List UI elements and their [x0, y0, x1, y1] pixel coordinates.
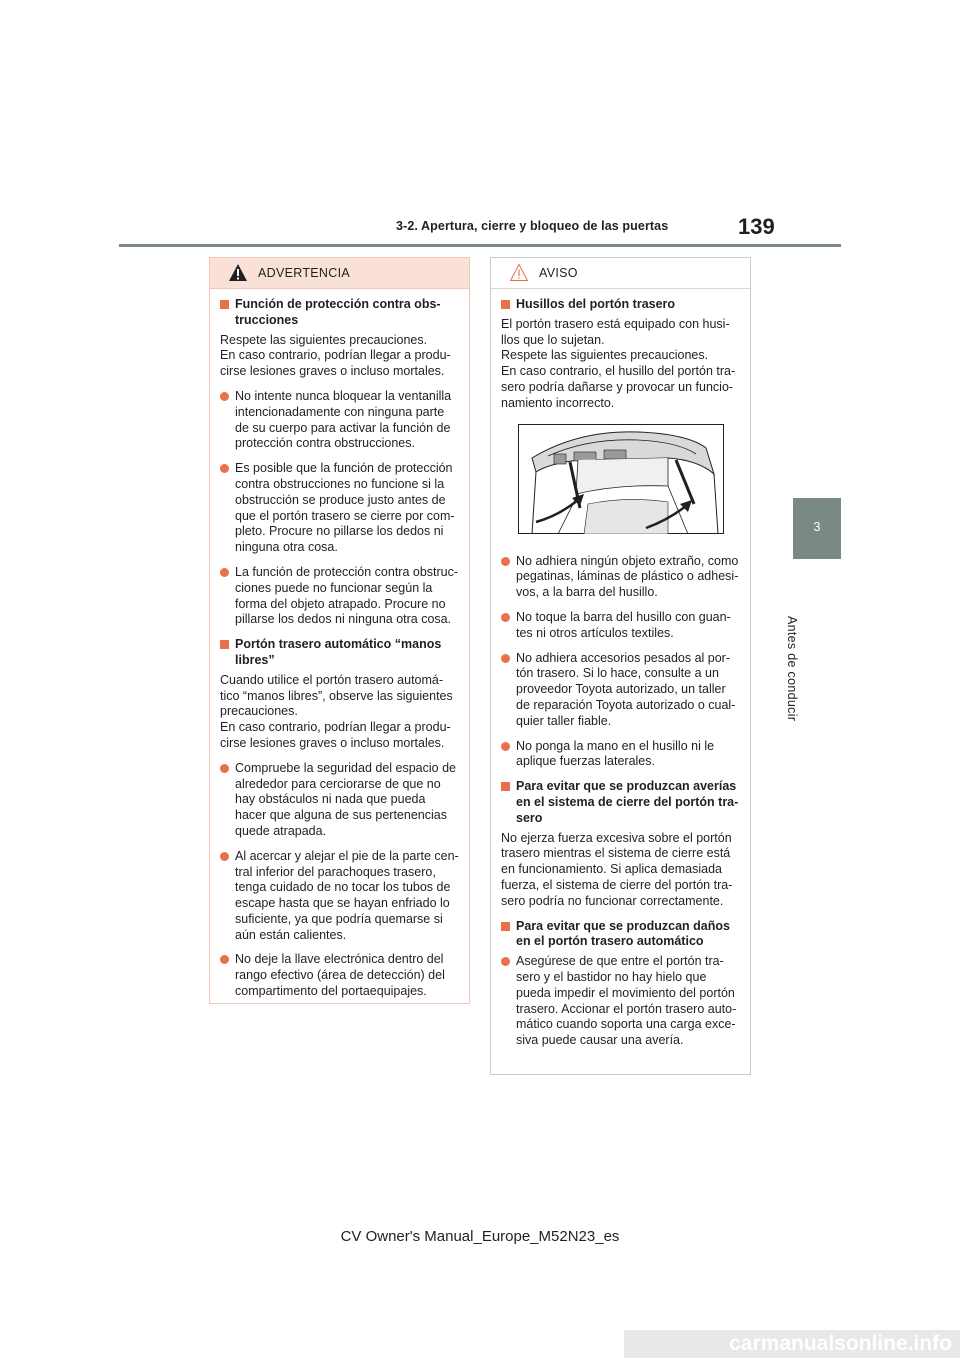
- list-item-text: No deje la llave electrónica dentro del rango efectivo (área de detección) del compartimento del portaequipajes.: [235, 952, 445, 999]
- list-item-text: No toque la barra del husillo con guan- tes ni otros artículos textiles.: [516, 609, 731, 640]
- header-rule: [119, 244, 841, 247]
- round-bullet-icon: [220, 464, 229, 473]
- list-item-text: Compruebe la seguridad del espacio de alrededor para cerciorarse de que no hay obstáculos ni nada que pueda hacer que alguna de sus pertenencias quede atrapada.: [235, 760, 456, 838]
- section-heading: [501, 919, 740, 951]
- section-heading: [501, 779, 740, 826]
- chapter-label: Antes de conducir: [785, 616, 799, 722]
- chapter-tab: [793, 498, 841, 559]
- list-item: [501, 651, 740, 730]
- paragraph: El portón trasero está equipado con husi- llos que lo sujetan. Respete las siguientes precauciones. En caso contrario, el husillo del portón tra- sero podría dañarse y provocar un funcio- namiento incorrecto.: [501, 316, 736, 410]
- paragraph: Respete las siguientes precauciones. En caso contrario, podrían llegar a produ- cirse lesiones graves o incluso mortales.: [220, 332, 451, 379]
- list-item-text: Es posible que la función de protección contra obstrucciones no funcione si la obstrucción se produce justo antes de que el portón trasero se cierre por com- pleto. Procure no pillarse los dedos ni ninguna otra cosa.: [235, 461, 455, 555]
- section-title: 3-2. Apertura, cierre y bloqueo de las puertas: [396, 219, 669, 233]
- round-bullet-icon: [501, 557, 510, 566]
- list-item-text: No adhiera ningún objeto extraño, como pegatinas, láminas de plástico o adhesi- vos, a la barra del husillo.: [516, 553, 739, 600]
- chapter-number: 3: [813, 520, 821, 534]
- warning-panel: [209, 257, 470, 1004]
- paragraph: Cuando utilice el portón trasero automá- tico “manos libres”, observe las siguientes precauciones. En caso contrario, podrían llegar a produ- cirse lesiones graves o incluso mortales.: [220, 672, 453, 750]
- list-item-text: La función de protección contra obstruc- ciones puede no funcionar según la forma del objeto atrapado. Procure no pillarse los dedos ni ninguna otra cosa.: [235, 564, 459, 627]
- notice-panel-header: [491, 258, 750, 289]
- section-heading-text: Función de protección contra obs- trucciones: [235, 297, 441, 327]
- square-bullet-icon: [220, 300, 229, 309]
- round-bullet-icon: [501, 742, 510, 751]
- section-heading-text: Portón trasero automático “manos libres”: [235, 637, 442, 667]
- list-item-text: No ponga la mano en el husillo ni le aplique fuerzas laterales.: [516, 738, 715, 769]
- page-number: 139: [738, 214, 775, 239]
- round-bullet-icon: [501, 654, 510, 663]
- notice-panel-title: AVISO: [539, 266, 578, 280]
- section-heading: [220, 297, 459, 329]
- list-item: [220, 565, 459, 628]
- list-item: [220, 761, 459, 840]
- square-bullet-icon: [501, 922, 510, 931]
- round-bullet-icon: [220, 392, 229, 401]
- list-item: [501, 610, 740, 642]
- warning-triangle-icon: [228, 263, 248, 282]
- round-bullet-icon: [220, 852, 229, 861]
- list-item: [501, 739, 740, 771]
- section-heading-text: Husillos del portón trasero: [516, 297, 676, 311]
- notice-panel: [490, 257, 751, 1075]
- list-item: [220, 461, 459, 556]
- list-item: [220, 849, 459, 944]
- list-item-text: Al acercar y alejar el pie de la parte cen- tral inferior del parachoques trasero, tenga cuidado de no tocar los tubos de escape hasta que se hayan enfriado lo suficiente, ya que podría quemarse si aún están calientes.: [235, 848, 459, 942]
- section-heading-text: Para evitar que se produzcan daños en el portón trasero automático: [516, 918, 730, 949]
- round-bullet-icon: [220, 764, 229, 773]
- list-item: [220, 389, 459, 452]
- round-bullet-icon: [220, 568, 229, 577]
- square-bullet-icon: [501, 782, 510, 791]
- list-item: [220, 952, 459, 999]
- square-bullet-icon: [220, 640, 229, 649]
- list-item-text: No adhiera accesorios pesados al por- tón trasero. Si lo hace, consulte a un proveedor Toyota autorizado, un taller de reparación Toyota autorizado o cual- quier taller fiable.: [516, 650, 736, 728]
- list-item: [501, 554, 740, 601]
- paragraph: No ejerza fuerza excesiva sobre el portón trasero mientras el sistema de cierre está en funcionamiento. Si aplica demasiada fuerza, el sistema de cierre del portón tra- sero podría no funcionar correctamente.: [501, 830, 733, 908]
- section-heading: [501, 297, 740, 313]
- section-heading: [220, 637, 459, 669]
- list-item-text: Asegúrese de que entre el portón tra- sero y el bastidor no hay hielo que pueda impedir el movimiento del portón trasero. Accionar el portón trasero auto- mático cuando soporta una carga exce- siva puede causar una avería.: [516, 954, 737, 1048]
- round-bullet-icon: [220, 955, 229, 964]
- square-bullet-icon: [501, 300, 510, 309]
- notice-panel-body: [491, 289, 750, 1049]
- section-heading-text: Para evitar que se produzcan averías en el sistema de cierre del portón tra- sero: [516, 779, 739, 825]
- tailgate-struts-illustration: [518, 424, 724, 534]
- round-bullet-icon: [501, 613, 510, 622]
- warning-panel-body: [210, 289, 469, 1000]
- round-bullet-icon: [501, 957, 510, 966]
- caution-triangle-icon: [509, 263, 529, 282]
- watermark: carmanualsonline.info: [624, 1330, 960, 1358]
- warning-panel-header: [210, 258, 469, 289]
- warning-panel-title: ADVERTENCIA: [258, 266, 350, 280]
- footer-manual-id: CV Owner's Manual_Europe_M52N23_es: [340, 1228, 620, 1245]
- list-item-text: No intente nunca bloquear la ventanilla intencionadamente con ninguna parte de su cuerpo para activar la función de protección contra obstrucciones.: [235, 388, 452, 451]
- list-item: [501, 954, 740, 1049]
